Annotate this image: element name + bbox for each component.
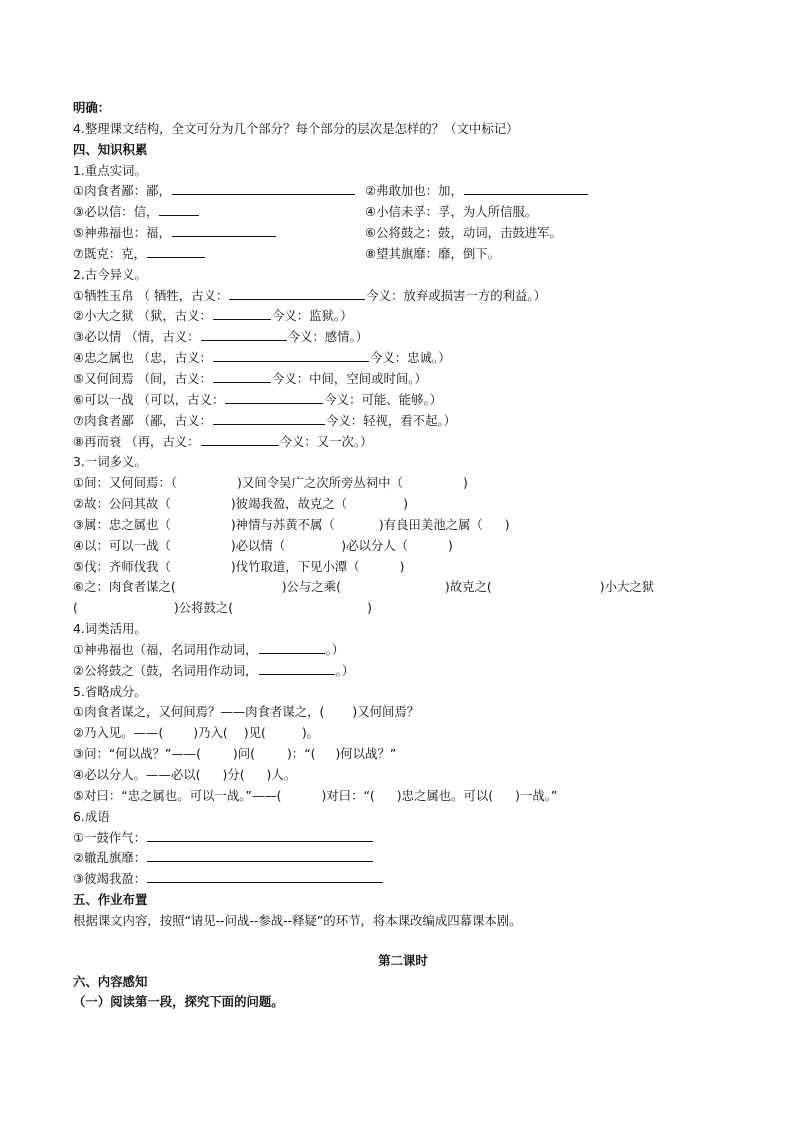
text-fragment: ③必以信：信， <box>73 204 159 220</box>
text-fragment: )分( <box>222 767 245 782</box>
text-fragment: )对曰：“( <box>321 787 375 803</box>
text-fragment: )乃入( <box>193 725 228 741</box>
text-fragment: 今义：监狱。） <box>271 308 353 324</box>
answer-blank[interactable] <box>259 661 335 675</box>
answer-blank[interactable] <box>147 848 373 862</box>
text-fragment: ⑥公将鼓之：鼓，动词，击鼓进军。 <box>365 225 562 241</box>
text-fragment: ③问：“何以战？”——( <box>73 746 201 762</box>
s4-title: 4.词类活用。 <box>73 621 147 637</box>
s2-row-5 <box>73 369 733 390</box>
text-fragment: ⑦既克：克， <box>73 245 147 261</box>
s3-row-2 <box>73 494 733 515</box>
s6-row-3 <box>73 869 733 890</box>
text-fragment: ) <box>367 600 372 616</box>
question-4: 4.整理课文结构，全文可分为几个部分？每个部分的层次是怎样的？（文中标记） <box>73 120 519 136</box>
text-fragment: ) <box>399 558 405 574</box>
text-fragment: ⑥可以一战 （可以，古义： <box>73 391 225 407</box>
s1-row-4 <box>73 244 733 265</box>
s2-row-4 <box>73 348 733 369</box>
text-fragment: ①神弗福也（福，名词用作动词， <box>73 641 258 657</box>
s5-row-5 <box>73 786 733 807</box>
section-6-title: 六、内容感知 <box>73 973 148 989</box>
text-fragment: )又何间焉？ <box>352 704 420 720</box>
section-5-title: 五、作业布置 <box>73 892 148 908</box>
answer-blank[interactable] <box>172 223 276 237</box>
answer-blank[interactable] <box>201 327 287 341</box>
s3-title: 3.一词多义。 <box>73 454 147 470</box>
lesson-2-title: 第二课时 <box>378 952 428 968</box>
answer-blank[interactable] <box>159 202 199 216</box>
text-fragment: ②小大之狱 （狱，古义： <box>73 308 212 324</box>
text-fragment: ①肉食者鄙：鄙， <box>73 183 171 199</box>
s3-row-3 <box>73 515 733 536</box>
text-fragment: ③属：忠之属也（ <box>73 516 171 532</box>
text-fragment: ①间：又何间焉：（ <box>73 475 178 491</box>
text-fragment: 今义：放弃或损害一方的利益。） <box>366 287 546 303</box>
text-fragment: ) <box>403 496 409 512</box>
answer-blank[interactable] <box>213 306 271 320</box>
text-fragment: ⑥之：肉食者谋之( <box>73 579 176 595</box>
text-fragment: )故克之( <box>444 579 492 595</box>
text-fragment: )何以战？” <box>335 746 397 762</box>
worksheet-page <box>73 98 733 1013</box>
s4-row-1 <box>73 640 733 661</box>
text-fragment: 今义：可能、能够。） <box>324 391 443 407</box>
homework-text: 根据课文内容，按照“请见--问战--参战--释疑”的环节，将本课改编成四幕课本剧。 <box>73 912 522 928</box>
s3-row-1 <box>73 473 733 494</box>
text-fragment: )必以情（ <box>230 537 286 553</box>
answer-blank[interactable] <box>172 181 355 195</box>
text-fragment: ) <box>504 516 510 532</box>
answer-blank[interactable] <box>147 244 205 258</box>
text-fragment: )彼竭我盈，故克之（ <box>230 496 348 512</box>
text-fragment: ⑤对曰：“忠之属也。可以一战。”——( <box>73 787 282 803</box>
text-fragment: ④忠之属也 （忠，古义： <box>73 350 212 366</box>
s2-row-7 <box>73 411 733 432</box>
s5-row-2 <box>73 723 733 744</box>
text-fragment: ②公将鼓之（鼓，名词用作动词， <box>73 662 258 678</box>
s5-row-1 <box>73 702 733 723</box>
answer-blank[interactable] <box>147 869 383 883</box>
s5-title: 5.省略成分。 <box>73 683 147 699</box>
text-fragment: )：“( <box>286 746 316 762</box>
text-fragment: )又间令吴广之次所旁丛祠中（ <box>237 475 403 491</box>
s3-row-4 <box>73 536 733 557</box>
answer-blank[interactable] <box>213 411 325 425</box>
text-fragment: ②弗敢加也：加， <box>365 183 463 199</box>
text-fragment: ) <box>462 475 468 491</box>
text-fragment: ⑤伐：齐师伐我（ <box>73 558 171 574</box>
text-fragment: )忠之属也。可以( <box>396 787 494 803</box>
section-6-subtitle: （一）阅读第一段，探究下面的问题。 <box>73 994 284 1010</box>
text-fragment: 今义：忠诚。） <box>369 350 451 366</box>
text-fragment: ⑧望其旗靡：靡，倒下。 <box>365 245 501 261</box>
text-fragment: ⑦肉食者鄙 （鄙，古义： <box>73 412 212 428</box>
text-fragment: )有良田美池之属（ <box>378 516 483 532</box>
text-fragment: )公将鼓之( <box>173 600 234 616</box>
answer-blank[interactable] <box>213 348 369 362</box>
text-fragment: )神情与苏黄不属（ <box>230 516 335 532</box>
text-fragment: 。） <box>325 641 345 657</box>
s5-row-4 <box>73 765 733 786</box>
s3-row-7 <box>73 598 733 619</box>
text-fragment: ⑤又何间焉 （间，古义： <box>73 370 212 386</box>
answer-blank[interactable] <box>464 181 588 195</box>
s6-row-2 <box>73 848 733 869</box>
s1-title: 1.重点实词。 <box>73 162 147 178</box>
text-fragment: 。） <box>335 662 355 678</box>
text-fragment: 今义：感情。） <box>287 329 369 345</box>
s2-row-6 <box>73 390 733 411</box>
text-fragment: ②辙乱旗靡： <box>73 850 147 866</box>
text-fragment: )伐竹取道，下见小潭（ <box>230 558 360 574</box>
answer-blank[interactable] <box>201 432 279 446</box>
text-fragment: ①肉食者谋之，又何间焉？——肉食者谋之，( <box>73 704 325 720</box>
mingque-heading: 明确： <box>73 100 111 115</box>
text-fragment: )人。 <box>266 767 297 782</box>
text-fragment: ②乃入见。——( <box>73 725 164 741</box>
text-fragment: ①一鼓作气： <box>73 829 147 845</box>
s1-row-1 <box>73 181 733 202</box>
answer-blank[interactable] <box>147 828 373 842</box>
text-fragment: )小大之狱 <box>599 579 655 595</box>
text-fragment: ①牺牲玉帛 （ 牺牲，古义： <box>73 287 229 303</box>
text-fragment: 今义：又一次。） <box>279 433 373 449</box>
answer-blank[interactable] <box>225 390 323 404</box>
text-fragment: )公与之乘( <box>281 579 341 595</box>
s3-row-5 <box>73 557 733 578</box>
answer-blank[interactable] <box>213 369 271 383</box>
text-fragment: )。 <box>301 725 320 741</box>
s5-row-3 <box>73 744 733 765</box>
text-fragment: ②故：公问其故（ <box>73 496 171 512</box>
s2-row-1 <box>73 286 733 307</box>
text-fragment: )一战。” <box>515 787 558 803</box>
s2-row-8 <box>73 432 733 453</box>
s6-row-1 <box>73 828 733 849</box>
s2-row-3 <box>73 327 733 348</box>
text-fragment: )问( <box>232 746 255 762</box>
text-fragment: ④以：可以一战（ <box>73 537 171 553</box>
s4-row-2 <box>73 661 733 682</box>
answer-blank[interactable] <box>229 286 365 300</box>
s3-row-6 <box>73 577 733 598</box>
text-fragment: ) <box>448 537 453 553</box>
text-fragment: ④小信未孚：孚，为人所信服。 <box>365 204 538 220</box>
text-fragment: ③彼竭我盈： <box>73 871 147 887</box>
section-4-title: 四、知识积累 <box>73 141 148 157</box>
text-fragment: ⑤神弗福也：福， <box>73 225 171 241</box>
text-fragment: 今义：中间，空间或时间。） <box>271 370 427 386</box>
s1-row-2 <box>73 202 733 223</box>
text-fragment: ⑧再而衰 （再，古义： <box>73 433 200 449</box>
s1-row-3 <box>73 223 733 244</box>
s6-title: 6.成语 <box>73 808 110 824</box>
text-fragment: )见( <box>243 725 266 741</box>
text-fragment: ③必以情 （情，古义： <box>73 329 200 345</box>
s2-title: 2.古今异义。 <box>73 266 147 282</box>
text-fragment: 今义：轻视，看不起。） <box>325 412 457 428</box>
answer-blank[interactable] <box>259 640 325 654</box>
text-fragment: )必以分人（ <box>341 537 409 553</box>
text-fragment: ④必以分人。——必以( <box>73 767 201 782</box>
s2-row-2 <box>73 306 733 327</box>
text-fragment: ( <box>73 600 78 616</box>
